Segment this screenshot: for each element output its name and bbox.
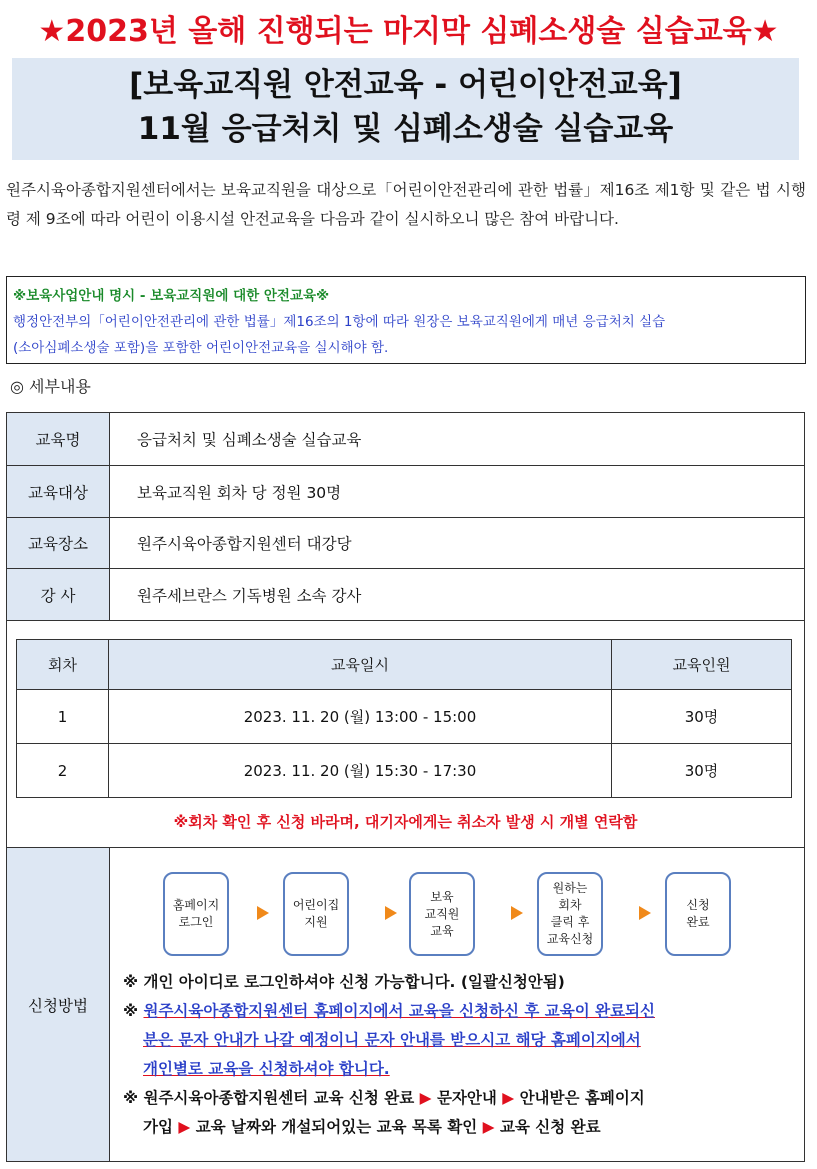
schedule-section bbox=[7, 621, 804, 848]
detail-row-location bbox=[7, 518, 804, 569]
notice-title: ※보육사업안내 명시 - 보육교직원에 대한 안전교육※ bbox=[13, 288, 330, 304]
apply-instructions bbox=[123, 968, 783, 1142]
section-heading: ◎ 세부내용 bbox=[10, 377, 91, 396]
top-banner: ★2023년 올해 진행되는 마지막 심폐소생술 실습교육★ bbox=[38, 14, 779, 49]
detail-row-course bbox=[7, 413, 804, 466]
table-row bbox=[17, 690, 792, 744]
detail-label: 교육대상 bbox=[7, 466, 110, 517]
detail-value: 원주시육아종합지원센터 대강당 bbox=[137, 535, 352, 553]
schedule-no: 1 bbox=[17, 690, 109, 744]
step-text: 홈페이지 로그인 bbox=[172, 898, 220, 929]
detail-row-instructor bbox=[7, 569, 804, 621]
bullet-mark: ※ bbox=[123, 1002, 139, 1020]
triangle-right-icon: ▶ bbox=[502, 1089, 515, 1107]
bullet-process bbox=[123, 1084, 783, 1113]
schedule-header-capacity: 교육인원 bbox=[612, 640, 792, 690]
step-staff-education bbox=[409, 872, 475, 956]
step-text: 어린이집 지원 bbox=[292, 898, 340, 929]
triangle-right-icon: ▶ bbox=[178, 1118, 191, 1136]
bullet-login: ※ 개인 아이디로 로그인하셔야 신청 가능합니다. (일괄신청안됨) bbox=[123, 973, 565, 991]
schedule-table bbox=[16, 639, 792, 798]
notice-box bbox=[6, 276, 806, 364]
step-text: 신청 완료 bbox=[686, 898, 710, 929]
title-box bbox=[12, 58, 799, 160]
apply-label: 신청방법 bbox=[7, 848, 110, 1161]
triangle-right-icon: ▶ bbox=[482, 1118, 495, 1136]
apply-section bbox=[7, 848, 804, 1161]
detail-value: 보육교직원 회차 당 정원 30명 bbox=[137, 483, 342, 502]
triangle-right-icon: ▶ bbox=[419, 1089, 432, 1107]
bullet-homepage-line-2: 분은 문자 안내가 나갈 예정이니 문자 안내를 받으시고 해당 홈페이지에서 bbox=[143, 1031, 641, 1049]
step-complete bbox=[665, 872, 731, 956]
intro-paragraph: 원주시육아종합지원센터에서는 보육교직원을 대상으로「어린이안전관리에 관한 법률」제16조 제1항 및 같은 법 시행령 제 9조에 따라 어린이 이용시설 안전교육을 다음과 같이 실시하오니 많은 참여 바랍니다. bbox=[6, 181, 806, 228]
title-line-2: 11월 응급처치 및 심폐소생술 실습교육 bbox=[137, 111, 674, 147]
bullet-process-cont bbox=[123, 1113, 783, 1142]
step-text: 보육 교직원 교육 bbox=[424, 889, 460, 938]
table-row bbox=[17, 744, 792, 798]
schedule-note: ※회차 확인 후 신청 바라며, 대기자에게는 취소자 발생 시 개별 연락함 bbox=[173, 813, 638, 831]
process-step: 교육 날짜와 개설되어있는 교육 목록 확인 bbox=[195, 1118, 478, 1136]
arrow-right-icon bbox=[385, 906, 397, 920]
schedule-datetime: 2023. 11. 20 (월) 13:00 - 15:00 bbox=[109, 690, 612, 744]
arrow-right-icon bbox=[257, 906, 269, 920]
detail-label: 교육명 bbox=[7, 413, 110, 465]
step-daycare-support bbox=[283, 872, 349, 956]
details-table bbox=[6, 412, 805, 1162]
arrow-right-icon bbox=[511, 906, 523, 920]
process-step: 교육 신청 완료 bbox=[499, 1118, 601, 1136]
bullet-homepage-line-3-rest: 하셔야 합니다. bbox=[288, 1060, 390, 1078]
process-step: ※ 원주시육아종합지원센터 교육 신청 완료 bbox=[123, 1089, 415, 1107]
notice-body-line-2: (소아심폐소생술 포함)을 포함한 어린이안전교육을 실시해야 함. bbox=[13, 340, 389, 356]
step-text: 원하는 회차 클릭 후 교육신청 bbox=[546, 881, 594, 946]
detail-row-target bbox=[7, 466, 804, 518]
detail-label: 교육장소 bbox=[7, 518, 110, 568]
arrow-right-icon bbox=[639, 906, 651, 920]
schedule-header-no: 회차 bbox=[17, 640, 109, 690]
detail-value: 원주세브란스 기독병원 소속 강사 bbox=[137, 586, 362, 605]
schedule-datetime: 2023. 11. 20 (월) 15:30 - 17:30 bbox=[109, 744, 612, 798]
bullet-homepage-line-3-underlined: 개인별로 교육을 신청 bbox=[143, 1060, 289, 1078]
schedule-no: 2 bbox=[17, 744, 109, 798]
step-select-session bbox=[537, 872, 603, 956]
step-login bbox=[163, 872, 229, 956]
process-step: 가입 bbox=[143, 1118, 173, 1136]
schedule-capacity: 30명 bbox=[612, 744, 792, 798]
bullet-homepage bbox=[123, 997, 783, 1026]
bullet-homepage-cont bbox=[123, 1026, 783, 1055]
process-step: 안내받은 홈페이지 bbox=[519, 1089, 645, 1107]
schedule-header-datetime: 교육일시 bbox=[109, 640, 612, 690]
bullet-homepage-cont bbox=[123, 1055, 783, 1084]
detail-label: 강 사 bbox=[7, 569, 110, 620]
notice-body-line-1: 행정안전부의「어린이안전관리에 관한 법률」제16조의 1항에 따라 원장은 보육교직원에게 매년 응급처치 실습 bbox=[13, 314, 666, 330]
schedule-capacity: 30명 bbox=[612, 690, 792, 744]
title-line-1: [보육교직원 안전교육 - 어린이안전교육] bbox=[129, 67, 682, 103]
detail-value: 응급처치 및 심폐소생술 실습교육 bbox=[137, 431, 362, 449]
process-step: 문자안내 bbox=[436, 1089, 497, 1107]
bullet-homepage-line-1: 원주시육아종합지원센터 홈페이지에서 교육을 신청하신 후 교육이 완료되신 bbox=[143, 1002, 655, 1020]
